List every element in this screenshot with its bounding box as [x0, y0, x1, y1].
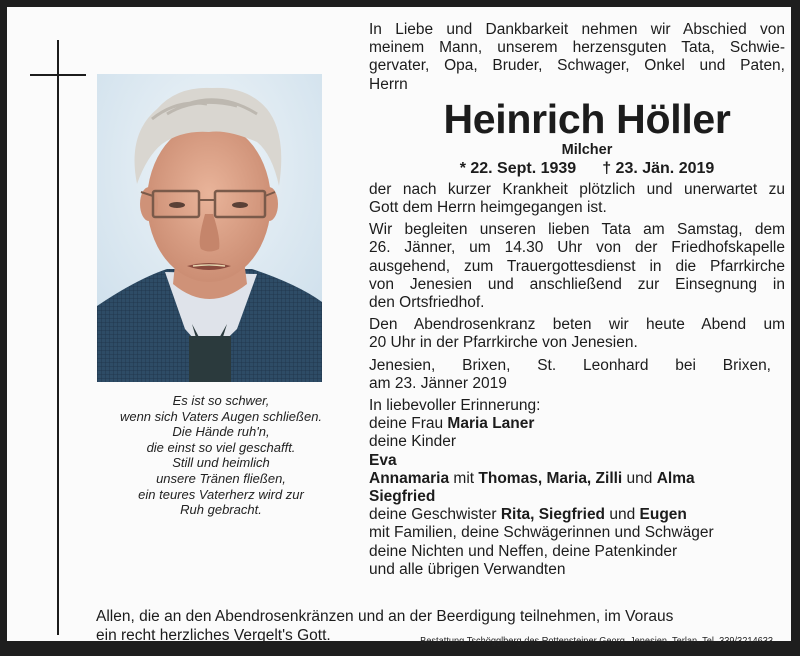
date-line: am 23. Jänner 2019	[369, 374, 507, 392]
intro-line: meinem Mann, unserem herzensguten Tata, Schwie-	[369, 39, 785, 57]
wife-name: Maria Laner	[447, 415, 535, 433]
poem-line: Es ist so schwer,	[172, 393, 270, 408]
intro-line: Herrn	[369, 75, 408, 93]
nieces-line: deine Nichten und Neffen, deine Patenkinder	[369, 542, 678, 560]
families-line: mit Familien, deine Schwägerinnen und Schwäger	[369, 524, 714, 542]
poem-line: die einst so viel geschafft.	[146, 439, 296, 455]
mourner-child	[369, 452, 785, 470]
label: deine Frau	[369, 415, 448, 433]
label: deine Geschwister	[369, 506, 501, 524]
life-dates	[389, 159, 785, 179]
sibling-names: Eugen	[639, 506, 687, 524]
memorial-poem	[91, 393, 351, 518]
text-line: Gott dem Herrn heimgegangen ist.	[369, 199, 607, 217]
child-name: Annamaria	[369, 469, 450, 487]
intro-paragraph	[369, 21, 785, 94]
text-line: 26. Jänner, um 14.30 Uhr von der Friedhofskapelle	[369, 239, 785, 257]
text-line: der nach kurzer Krankheit plötzlich und unerwartet zu	[369, 180, 785, 198]
text-line: 20 Uhr in der Pfarrkirche von Jenesien.	[369, 334, 638, 352]
text-line: ausgehend, zum Trauergottesdienst in die Pfarrkirche	[369, 257, 785, 275]
place-line: Jenesien, Brixen, St. Leonhard bei Brixen,	[369, 356, 771, 374]
deceased-name: Heinrich Höller	[443, 95, 731, 142]
death-date: † 23. Jän. 2019	[602, 159, 715, 177]
birth-date: * 22. Sept. 1939	[459, 159, 577, 177]
sibling-names: Rita, Siegfried	[500, 506, 606, 524]
text-line: Den Abendrosenkranz beten wir heute Abend um	[369, 316, 785, 334]
poem-line: Still und heimlich	[172, 455, 270, 471]
child-name: Eva	[369, 451, 397, 469]
poem-line: wenn sich Vaters Augen schließen.	[119, 408, 323, 424]
text-line: Wir begleiten unseren lieben Tata am Samstag, dem	[369, 221, 785, 239]
relatives-line: und alle übrigen Verwandten	[369, 560, 566, 578]
cross-icon-horizontal	[30, 74, 86, 76]
poem-line: Die Hände ruh'n,	[172, 424, 270, 440]
death-paragraph	[369, 181, 785, 217]
connector: und	[622, 469, 657, 487]
deceased-nickname: Milcher	[561, 141, 613, 158]
intro-line: In Liebe und Dankbarkeit nehmen wir Abschied von	[369, 21, 785, 38]
text-line: den Ortsfriedhof.	[369, 294, 485, 312]
mourners-heading: In liebevoller Erinnerung:	[369, 397, 541, 415]
mourner-wife	[369, 415, 785, 433]
mourners-list	[369, 397, 785, 579]
connector: mit	[449, 469, 479, 487]
portrait-photo	[97, 74, 322, 382]
text-line: von Jenesien und anschließend zur Einsegnung in	[369, 275, 785, 293]
poem-line: ein teures Vaterherz wird zur	[138, 486, 304, 502]
obituary-text	[369, 21, 785, 579]
family-names: Alma	[656, 469, 695, 487]
family-names: Thomas, Maria, Zilli	[478, 469, 623, 487]
closing-line: ein recht herzliches Vergelt's Gott.	[96, 626, 331, 644]
mourner-siblings	[369, 506, 785, 524]
mourner-child	[369, 488, 785, 506]
funeral-paragraph	[369, 221, 785, 312]
children-label: deine Kinder	[369, 433, 457, 451]
portrait-illustration	[97, 74, 322, 382]
poem-line: unsere Tränen fließen,	[156, 470, 286, 486]
funeral-home-footer: Bestattung Tschögglberg des Rottensteiner Georg, Jenesien, Terlan, Tel. 339/3214633	[420, 635, 773, 647]
rosary-paragraph	[369, 316, 785, 352]
mourner-child	[369, 470, 785, 488]
poem-line: Ruh gebracht.	[180, 502, 262, 518]
obituary-card	[7, 7, 791, 647]
connector: und	[605, 506, 640, 524]
place-date-paragraph	[369, 357, 785, 393]
intro-line: gervater, Opa, Bruder, Schwager, Onkel und Paten,	[369, 57, 785, 75]
child-name: Siegfried	[369, 488, 436, 506]
cross-icon-vertical	[57, 40, 59, 635]
closing-line: Allen, die an den Abendrosenkränzen und an der Beerdigung teilnehmen, im Voraus	[96, 608, 674, 625]
